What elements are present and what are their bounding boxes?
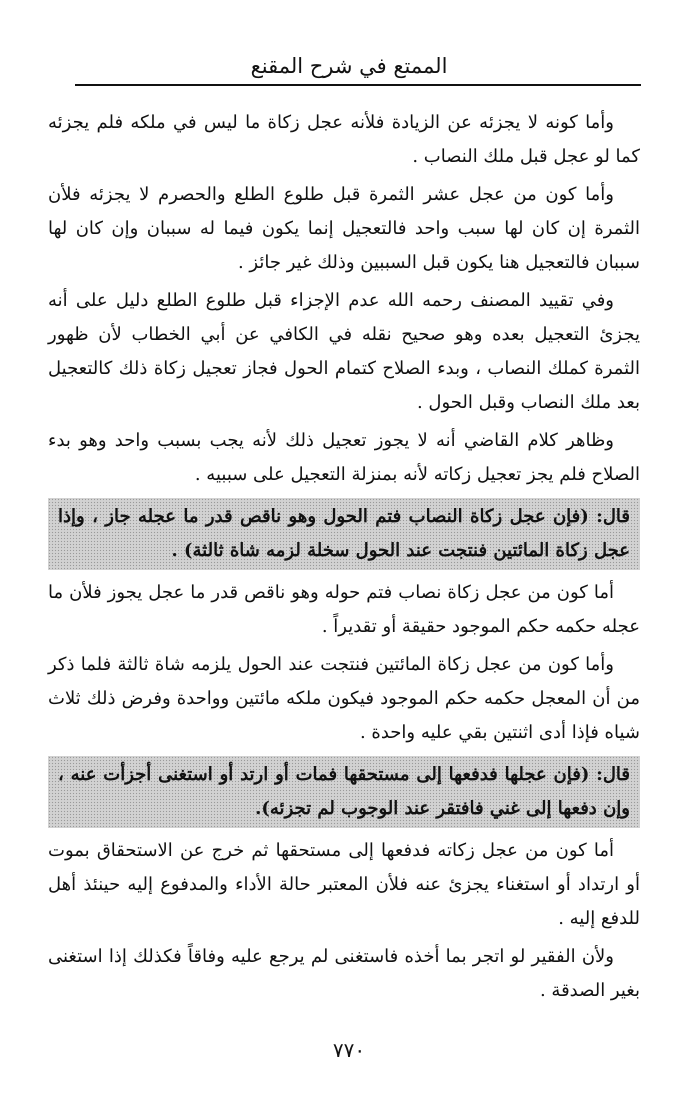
highlighted-quote-1: قال: (فإن عجل زكاة النصاب فتم الحول وهو ناقص قدر ما عجله جاز ، وإذا عجل زكاة المائتين فنتجت عند الحول سخلة لزمه شاة ثالثة) . (48, 498, 640, 570)
running-header-title: الممتع في شرح المقنع (250, 54, 448, 78)
paragraph-3: وفي تقييد المصنف رحمه الله عدم الإجزاء قبل طلوع الطلع دليل على أنه يجزئ التعجيل بعده وهو صحيح نقله في الكافي عن أبي الخطاب لأن ظهور الثمرة كملك النصاب ، وبدء الصلاح كتمام الحول فجاز تعجيل زكاة ذلك كالتعجيل بعد ملك النصاب وقبل الحول . (48, 290, 640, 413)
paragraph-7: أما كون من عجل زكاته فدفعها إلى مستحقها ثم خرج عن الاستحقاق بموت أو ارتداد أو استغناء يجزئ عنه فلأن المعتبر حالة الأداء والمدفوع إليه حينئذ أهل للدفع إليه . (48, 840, 640, 929)
highlighted-quote-2: قال: (فإن عجلها فدفعها إلى مستحقها فمات أو ارتد أو استغنى أجزأت عنه ، وإن دفعها إلى غني فافتقر عند الوجوب لم تجزئه). (48, 756, 640, 828)
paragraph-6: وأما كون من عجل زكاة المائتين فنتجت عند الحول يلزمه شاة ثالثة فلما ذكر من أن المعجل حكمه حكم الموجود فيكون ملكه مائتين وواحدة وفرض ذلك ثلاث شياه فإذا أدى اثنتين بقي عليه واحدة . (48, 654, 640, 743)
header-divider (75, 84, 641, 86)
paragraph-1: وأما كونه لا يجزئه عن الزيادة فلأنه عجل زكاة ما ليس في ملكه فلم يجزئه كما لو عجل قبل ملك النصاب . (48, 112, 640, 167)
paragraph-2: وأما كون من عجل عشر الثمرة قبل طلوع الطلع والحصرم لا يجزئه فلأن الثمرة إن كان لها سبب واحد فالتعجيل إنما يكون فيما له سببان وإن كان لها سببان فالتعجيل هنا يكون قبل السببين وذلك غير جائز . (48, 184, 640, 273)
page-body (48, 100, 640, 1012)
paragraph-4: وظاهر كلام القاضي أنه لا يجوز تعجيل ذلك لأنه يجب بسبب واحد وهو بدء الصلاح فلم يجز تعجيل زكاته لأنه بمنزلة التعجيل على سببيه . (48, 430, 640, 485)
paragraph-8: ولأن الفقير لو اتجر بما أخذه فاستغنى لم يرجع عليه وفاقاً فكذلك إذا استغنى بغير الصدقة . (48, 946, 640, 1001)
paragraph-5: أما كون من عجل زكاة نصاب فتم حوله وهو ناقص قدر ما عجل يجوز فلأن ما عجله حكمه حكم الموجود حقيقة أو تقديراً . (48, 582, 640, 637)
page-number: ٧٧٠ (332, 1038, 366, 1062)
